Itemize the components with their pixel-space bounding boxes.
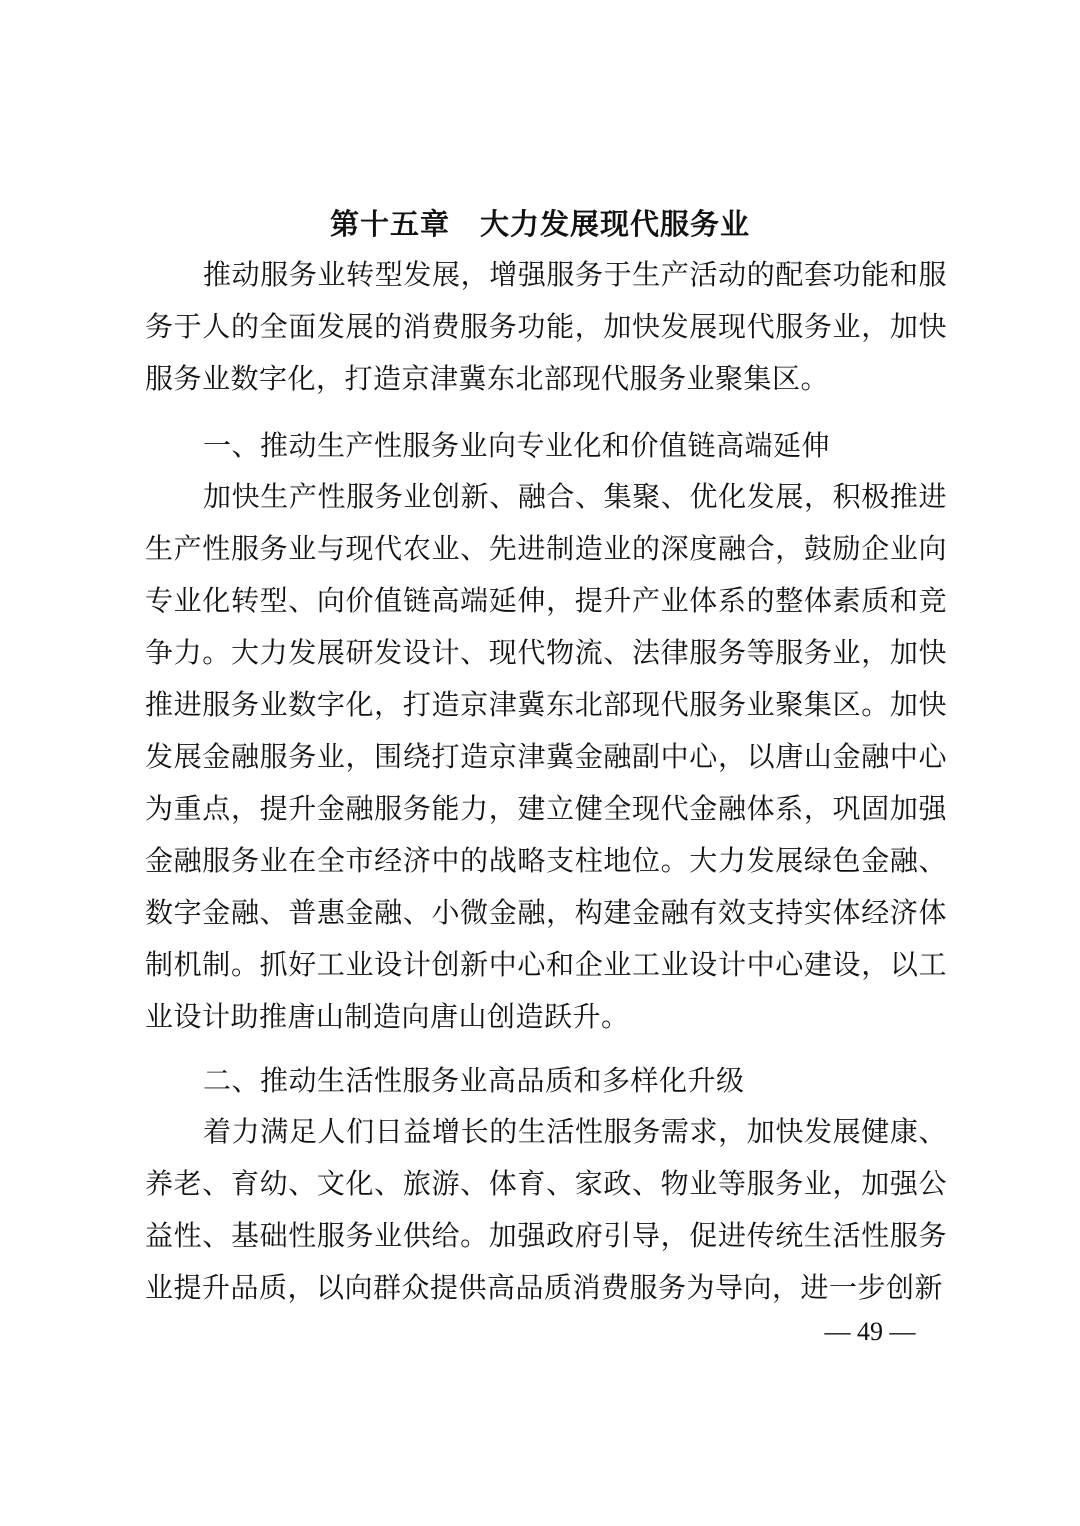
page-number: — 49 — <box>824 1317 916 1346</box>
intro-paragraph: 推动服务业转型发展，增强服务于生产活动的配套功能和服务于人的全面发展的消费服务功能，加快发展现代服务业，加快服务业数字化，打造京津冀东北部现代服务业聚集区。 <box>145 258 947 395</box>
section-body-1: 加快生产性服务业创新、融合、集聚、优化发展，积极推进生产性服务业与现代农业、先进制造业的深度融合，鼓励企业向专业化转型、向价值链高端延伸，提升产业体系的整体素质和竞争力。大力发展研发设计、现代物流、法律服务等服务业，加快推进服务业数字化，打造京津冀东北部现代服务业聚集区。加快发展金融服务业，围绕打造京津冀金融副中心，以唐山金融中心为重点，提升金融服务能力，建立健全现代金融体系，巩固加强金融服务业在全市经济中的战略支柱地位。大力发展绿色金融、数字金融、普惠金融、小微金融，构建金融有效支持实体经济体制机制。抓好工业设计创新中心和企业工业设计中心建设，以工业设计助推唐山制造向唐山创造跃升。 <box>145 480 947 1033</box>
section-heading-2: 二、推动生活性服务业高品质和多样化升级 <box>203 1064 745 1097</box>
chapter-title: 第十五章 大力发展现代服务业 <box>329 207 750 241</box>
section-body-2: 着力满足人们日益增长的生活性服务需求，加快发展健康、养老、育幼、文化、旅游、体育、家政、物业等服务业，加强公益性、基础性服务业供给。加强政府引导，促进传统生活性服务业提升品质，以向群众提供高品质消费服务为导向，进一步创新 <box>145 1115 947 1304</box>
section-heading-1: 一、推动生产性服务业向专业化和价值链高端延伸 <box>203 429 831 462</box>
